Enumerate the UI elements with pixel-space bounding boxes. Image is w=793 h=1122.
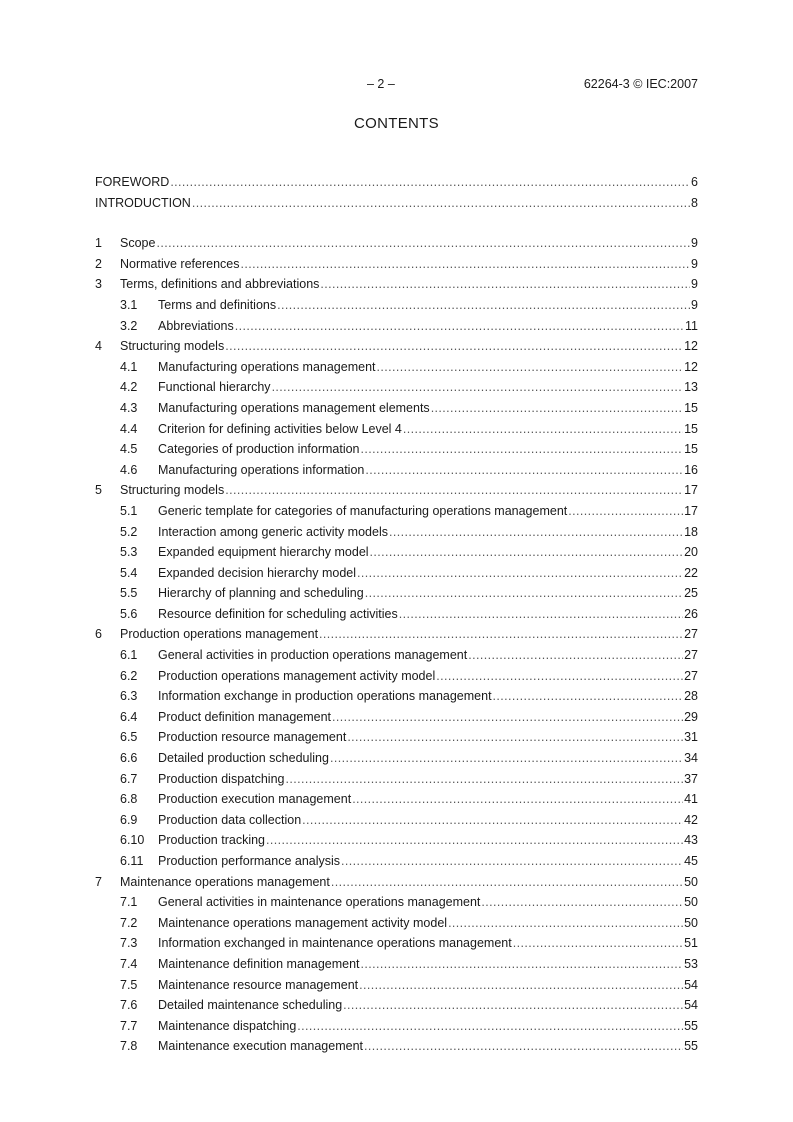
toc-entry-page: 9 (691, 256, 698, 271)
leader-dots (361, 439, 684, 460)
leader-dots (448, 913, 683, 934)
toc-entry-title: Criterion for defining activities below Level 4 (158, 421, 402, 436)
toc-entry-page: 12 (684, 359, 698, 374)
toc-entry-title: Expanded decision hierarchy model (158, 565, 357, 580)
toc-entry-title: Categories of production information (158, 442, 360, 457)
toc-entry-number: 5.5 (120, 586, 138, 601)
toc-entry-number: 7.8 (120, 1039, 138, 1054)
leader-dots (343, 995, 683, 1016)
toc-entry-title: Generic template for categories of manufacturing operations management (158, 503, 568, 518)
toc-entry-page: 55 (684, 1039, 698, 1054)
toc-entry-5-6[interactable] (95, 604, 698, 625)
leader-dots (319, 624, 683, 645)
toc-entry-page: 26 (684, 606, 698, 621)
leader-dots (361, 954, 684, 975)
toc-entry-page: 15 (684, 421, 698, 436)
leader-dots (431, 398, 683, 419)
toc-entry-page: 51 (684, 936, 698, 951)
toc-entry-4-1[interactable] (95, 357, 698, 378)
toc-entry-number: 2 (95, 256, 102, 271)
toc-entry-6[interactable] (95, 624, 698, 645)
toc-entry-number: 6.8 (120, 792, 138, 807)
toc-entry-title: Abbreviations (158, 318, 234, 333)
toc-entry-number: 7.5 (120, 977, 138, 992)
leader-dots (364, 1036, 683, 1057)
toc-entry-number: 4.4 (120, 421, 138, 436)
contents-title: CONTENTS (354, 115, 439, 132)
toc-entry-7[interactable] (95, 872, 698, 893)
leader-dots (436, 666, 683, 687)
toc-entry-page: 11 (685, 318, 698, 333)
toc-entry-number: 7.1 (120, 895, 138, 910)
leader-dots (277, 295, 690, 316)
toc-entry-number: 5.4 (120, 565, 138, 580)
toc-entry-title: Functional hierarchy (158, 380, 271, 395)
toc-entry-title: Manufacturing operations management (158, 359, 376, 374)
toc-entry-7-6[interactable] (95, 995, 698, 1016)
toc-entry-title: Production dispatching (158, 771, 285, 786)
toc-entry-number: 6.7 (120, 771, 138, 786)
toc-entry-4-4[interactable] (95, 419, 698, 440)
toc-entry-number: 7.7 (120, 1018, 138, 1033)
toc-entry-number: 3 (95, 277, 102, 292)
toc-entry-title: Structuring models (120, 483, 225, 498)
toc-entry-6-10[interactable] (95, 830, 698, 851)
toc-entry-3[interactable] (95, 274, 698, 295)
toc-entry-title: Maintenance dispatching (158, 1018, 297, 1033)
toc-entry-page: 50 (684, 874, 698, 889)
toc-entry-title: Production performance analysis (158, 854, 341, 868)
toc-entry-5[interactable] (95, 480, 698, 501)
toc-entry-number: 6.5 (120, 730, 138, 745)
toc-entry-page: 12 (684, 339, 698, 354)
toc-entry-page: 20 (684, 545, 698, 560)
toc-entry-2[interactable] (95, 254, 698, 275)
toc-entry-6-9[interactable] (95, 810, 698, 831)
toc-entry-6-2[interactable] (95, 666, 698, 687)
toc-entry-6-5[interactable] (95, 727, 698, 748)
toc-entry-title: Expanded equipment hierarchy model (158, 545, 369, 560)
toc-entry-title: Maintenance operations management activity model (158, 915, 448, 930)
toc-entry-number: 5.6 (120, 606, 138, 621)
toc-entry-page: 18 (684, 524, 698, 539)
toc-entry-title: Production operations management activity model (158, 668, 436, 683)
toc-entry-7-8[interactable] (95, 1036, 698, 1057)
toc-entry-number: 4.6 (120, 462, 138, 477)
toc-entry-3-2[interactable] (95, 316, 698, 337)
toc-entry-page: 6 (691, 175, 698, 189)
toc-entry-page: 50 (684, 895, 698, 910)
toc-entry-title: Maintenance resource management (158, 977, 359, 992)
document-reference: 62264-3 © IEC:2007 (583, 77, 698, 91)
toc-entry-title: General activities in maintenance operations management (158, 895, 481, 910)
toc-entry-number: 4.2 (120, 380, 138, 395)
leader-dots (225, 336, 683, 357)
toc-entry-title: Production operations management (120, 627, 319, 642)
page-header (0, 77, 793, 93)
leader-dots (302, 810, 683, 831)
leader-dots (365, 460, 683, 481)
leader-dots (399, 604, 683, 625)
toc-entry-page: 55 (684, 1018, 698, 1033)
toc-entry-number: 6.4 (120, 709, 138, 724)
toc-entry-page: 27 (684, 648, 698, 663)
leader-dots (357, 563, 683, 584)
toc-entry-page: 28 (684, 689, 698, 704)
leader-dots (320, 274, 690, 295)
toc-entry-foreword[interactable] (95, 172, 698, 193)
toc-entry-page: 13 (684, 380, 698, 395)
leader-dots (192, 193, 690, 214)
toc-entry-title: Resource definition for scheduling activities (158, 606, 398, 621)
toc-entry-number: 6.2 (120, 668, 138, 683)
toc-entry-number: 7.2 (120, 915, 138, 930)
toc-entry-7-2[interactable] (95, 913, 698, 934)
toc-entry-title: Structuring models (120, 339, 225, 354)
toc-entry-6-7[interactable] (95, 769, 698, 790)
toc-entry-page: 53 (684, 956, 698, 971)
toc-entry-5-2[interactable] (95, 522, 698, 543)
toc-entry-title: Production execution management (158, 792, 352, 807)
toc-entry-title: Maintenance execution management (158, 1039, 363, 1054)
toc-entry-title: Production resource management (158, 730, 347, 745)
toc-entry-page: 16 (684, 462, 698, 477)
toc-entry-5-3[interactable] (95, 542, 698, 563)
toc-entry-title: Production tracking (158, 833, 266, 848)
toc-entry-number: 4.3 (120, 400, 138, 415)
toc-entry-4-5[interactable] (95, 439, 698, 460)
toc-entry-number: 6.11 (120, 854, 144, 868)
toc-entry-page: 15 (684, 442, 698, 457)
leader-dots (285, 769, 683, 790)
toc-entry-page: 45 (684, 854, 698, 868)
toc-entry-page: 25 (684, 586, 698, 601)
toc-entry-number: 5.1 (120, 503, 138, 518)
leader-dots (266, 830, 683, 851)
toc-entry-page: 50 (684, 915, 698, 930)
leader-dots (359, 975, 683, 996)
toc-entry-number: 5 (95, 483, 102, 498)
leader-dots (331, 872, 683, 893)
toc-entry-number: 3.2 (120, 318, 138, 333)
toc-entry-4-2[interactable] (95, 377, 698, 398)
leader-dots (377, 357, 684, 378)
toc-entry-number: 6.10 (120, 833, 145, 848)
toc-entry-title: Normative references (120, 256, 240, 271)
toc-entry-title: Product definition management (158, 709, 332, 724)
toc-entry-number: 6.6 (120, 751, 138, 766)
toc-entry-page: 43 (684, 833, 698, 848)
toc-entry-number: 1 (95, 236, 102, 251)
leader-dots (235, 316, 684, 337)
table-of-contents (95, 172, 698, 1057)
toc-entry-page: 41 (684, 792, 698, 807)
toc-spacer (95, 213, 698, 233)
toc-entry-number: 5.3 (120, 545, 138, 560)
toc-entry-page: 17 (684, 503, 698, 518)
toc-entry-title: Maintenance operations management (120, 874, 330, 889)
leader-dots (370, 542, 684, 563)
toc-entry-title: Hierarchy of planning and scheduling (158, 586, 364, 601)
toc-entry-number: 6.1 (120, 648, 138, 663)
leader-dots (156, 233, 690, 254)
leader-dots (347, 727, 683, 748)
toc-entry-1[interactable] (95, 233, 698, 254)
toc-entry-title: Terms and definitions (158, 297, 277, 312)
toc-entry-title: FOREWORD (95, 175, 170, 189)
toc-entry-page: 17 (684, 483, 698, 498)
toc-entry-title: Detailed production scheduling (158, 751, 329, 766)
toc-section-list (95, 233, 698, 1057)
toc-entry-title: INTRODUCTION (95, 195, 191, 210)
leader-dots (332, 707, 683, 728)
toc-entry-6-3[interactable] (95, 686, 698, 707)
leader-dots (272, 377, 684, 398)
toc-entry-7-3[interactable] (95, 933, 698, 954)
toc-entry-title: Manufacturing operations information (158, 462, 365, 477)
leader-dots (568, 501, 683, 522)
leader-dots (297, 1016, 683, 1037)
toc-entry-number: 6 (95, 627, 102, 642)
toc-entry-number: 7.6 (120, 998, 138, 1013)
toc-entry-number: 6.3 (120, 689, 138, 704)
toc-entry-page: 27 (684, 668, 698, 683)
toc-entry-6-6[interactable] (95, 748, 698, 769)
toc-entry-number: 3.1 (120, 297, 138, 312)
toc-entry-title: Terms, definitions and abbreviations (120, 277, 320, 292)
toc-entry-page: 54 (684, 977, 698, 992)
toc-entry-title: General activities in production operations management (158, 648, 468, 663)
toc-entry-title: Interaction among generic activity models (158, 524, 388, 539)
toc-entry-7-7[interactable] (95, 1016, 698, 1037)
toc-entry-title: Manufacturing operations management elements (158, 400, 430, 415)
toc-entry-3-1[interactable] (95, 295, 698, 316)
toc-entry-number: 4.5 (120, 442, 138, 457)
toc-entry-page: 22 (684, 565, 698, 580)
leader-dots (493, 686, 684, 707)
toc-entry-title: Detailed maintenance scheduling (158, 998, 343, 1013)
leader-dots (468, 645, 683, 666)
leader-dots (241, 254, 691, 275)
toc-entry-6-1[interactable] (95, 645, 698, 666)
toc-entry-page: 54 (684, 998, 698, 1013)
leader-dots (403, 419, 683, 440)
toc-entry-page: 27 (684, 627, 698, 642)
toc-entry-4-3[interactable] (95, 398, 698, 419)
toc-entry-number: 6.9 (120, 812, 138, 827)
toc-entry-title: Information exchange in production operations management (158, 689, 492, 704)
leader-dots (225, 480, 683, 501)
toc-entry-introduction[interactable] (95, 193, 698, 214)
toc-entry-title: Scope (120, 236, 156, 251)
toc-entry-4-6[interactable] (95, 460, 698, 481)
toc-entry-page: 31 (684, 730, 698, 745)
leader-dots (170, 172, 690, 193)
leader-dots (389, 522, 683, 543)
leader-dots (513, 933, 683, 954)
leader-dots (481, 892, 683, 913)
toc-entry-6-11[interactable] (95, 851, 698, 872)
toc-entry-number: 7.3 (120, 936, 138, 951)
toc-entry-number: 7 (95, 874, 102, 889)
page-number: – 2 – (367, 77, 395, 91)
toc-entry-page: 9 (691, 277, 698, 292)
toc-entry-page: 34 (684, 751, 698, 766)
toc-entry-title: Information exchanged in maintenance operations management (158, 936, 512, 951)
toc-entry-6-8[interactable] (95, 789, 698, 810)
toc-entry-7-1[interactable] (95, 892, 698, 913)
toc-entry-5-5[interactable] (95, 583, 698, 604)
toc-entry-number: 4 (95, 339, 102, 354)
toc-entry-page: 8 (691, 195, 698, 210)
toc-entry-title: Maintenance definition management (158, 956, 360, 971)
toc-entry-page: 15 (684, 400, 698, 415)
toc-entry-5-1[interactable] (95, 501, 698, 522)
toc-entry-page: 29 (684, 709, 698, 724)
toc-entry-page: 37 (684, 771, 698, 786)
leader-dots (341, 851, 683, 872)
toc-entry-title: Production data collection (158, 812, 302, 827)
toc-entry-number: 4.1 (120, 359, 138, 374)
toc-entry-number: 5.2 (120, 524, 138, 539)
toc-entry-4[interactable] (95, 336, 698, 357)
toc-entry-number: 7.4 (120, 956, 138, 971)
toc-entry-7-4[interactable] (95, 954, 698, 975)
leader-dots (365, 583, 683, 604)
toc-entry-7-5[interactable] (95, 975, 698, 996)
leader-dots (352, 789, 683, 810)
toc-entry-page: 9 (691, 297, 698, 312)
toc-entry-page: 9 (691, 236, 698, 251)
leader-dots (330, 748, 683, 769)
toc-entry-page: 42 (684, 812, 698, 827)
toc-entry-6-4[interactable] (95, 707, 698, 728)
toc-entry-5-4[interactable] (95, 563, 698, 584)
